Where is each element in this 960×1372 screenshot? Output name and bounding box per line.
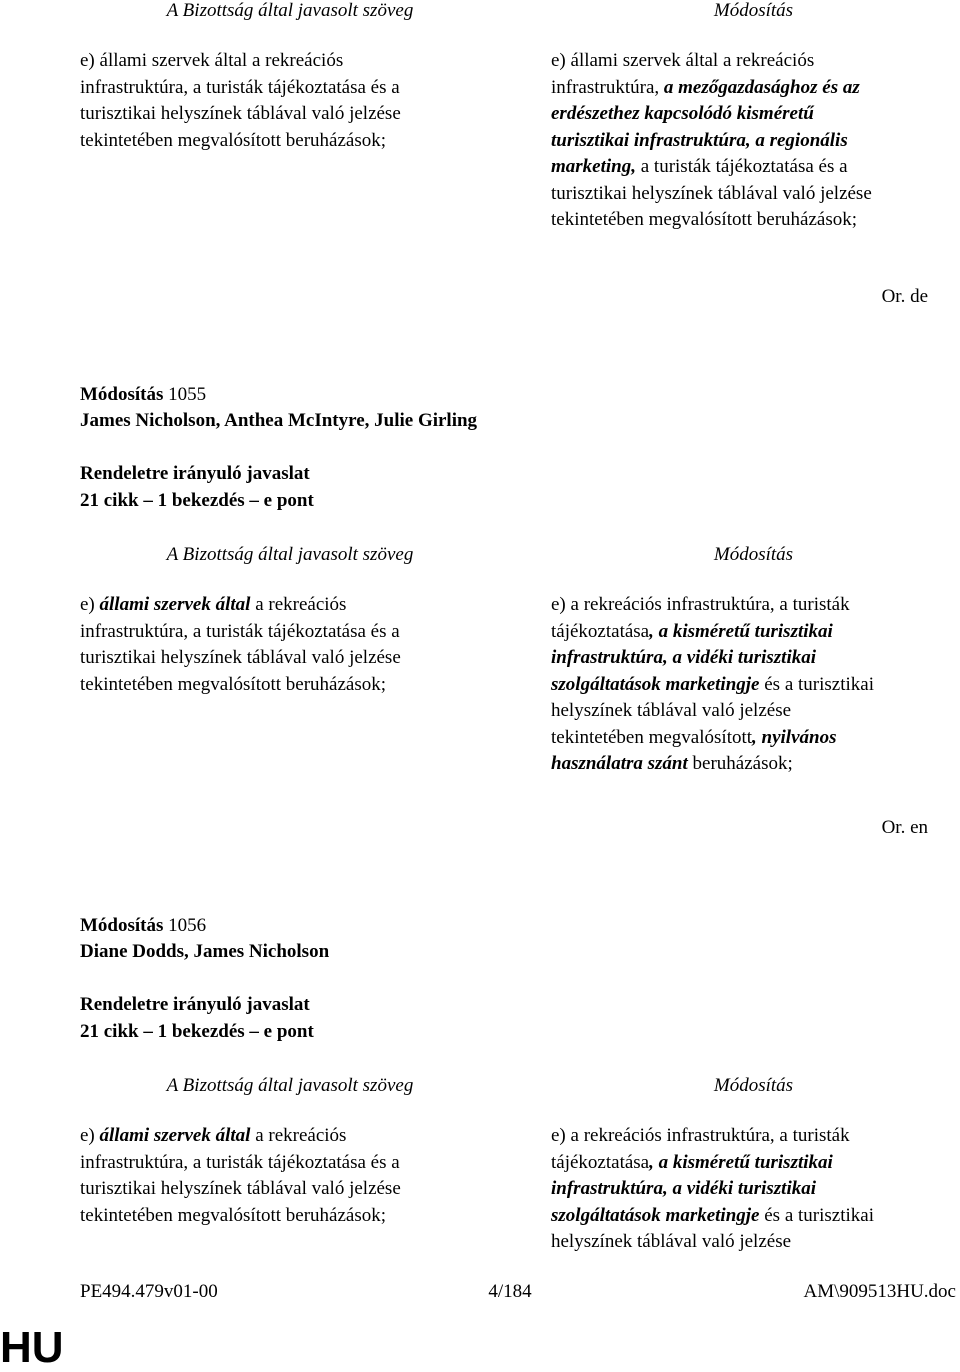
text-line xyxy=(80,592,500,619)
text-run: e) xyxy=(80,594,100,615)
text-run: turisztikai helyszínek táblával való jelzése xyxy=(551,182,872,204)
text-line xyxy=(80,1123,500,1150)
text-line xyxy=(80,672,500,699)
text-run: tekintetében megvalósított beruházások; xyxy=(80,1204,387,1226)
text-run: és a turisztikai xyxy=(759,673,874,695)
text-line xyxy=(551,592,951,619)
text-line xyxy=(551,645,951,672)
text-run: infrastruktúra, a turisták tájékoztatása és a xyxy=(80,620,400,642)
text-run: turisztikai helyszínek táblával való jelzése xyxy=(80,1178,401,1199)
text-run: tekintetében megvalósított beruházások; xyxy=(80,673,387,695)
text-line xyxy=(80,645,500,672)
article-reference: 21 cikk – 1 bekezdés – e pont xyxy=(80,490,314,511)
text-line xyxy=(80,75,500,102)
left-column-heading: A Bizottság által javasolt szöveg xyxy=(166,544,414,565)
text-run: a rekreációs xyxy=(250,1125,347,1146)
text-line xyxy=(551,101,951,128)
right-column-heading: Módosítás xyxy=(713,0,794,21)
original-language-tag: Or. en xyxy=(881,817,928,838)
text-line xyxy=(551,1150,951,1177)
amendment-text-paragraph xyxy=(551,48,951,234)
text-line xyxy=(551,181,951,208)
commission-text-paragraph xyxy=(80,1123,500,1229)
text-line xyxy=(551,207,951,234)
text-line xyxy=(551,751,951,778)
text-run: a turisták tájékoztatása és a xyxy=(635,156,848,177)
text-line xyxy=(551,1203,951,1230)
text-run: e) állami szervek által a rekreációs xyxy=(551,50,815,71)
text-line xyxy=(551,725,951,752)
language-code: HU xyxy=(0,1323,64,1372)
emphasized-text-run: állami szervek által xyxy=(99,1125,251,1146)
text-run: tájékoztatása xyxy=(551,620,650,642)
emphasized-text-run: szolgáltatások marketingje xyxy=(551,673,760,695)
commission-text-paragraph xyxy=(80,48,500,154)
text-line xyxy=(80,128,500,155)
text-run: e) állami szervek által a rekreációs xyxy=(80,50,344,71)
text-line xyxy=(80,101,500,128)
text-line xyxy=(551,1123,951,1150)
left-column-heading: A Bizottság által javasolt szöveg xyxy=(166,0,414,21)
text-run: turisztikai helyszínek táblával való jelzése xyxy=(80,103,401,124)
text-run: és a turisztikai xyxy=(759,1204,874,1226)
text-run: infrastruktúra, a turisták tájékoztatása és a xyxy=(80,1151,400,1173)
emphasized-text-run: turisztikai infrastruktúra, a regionális xyxy=(551,129,848,151)
amendment-number-heading: Módosítás 1055 xyxy=(80,384,207,405)
original-language-tag: Or. de xyxy=(881,286,928,307)
text-run: e) a rekreációs infrastruktúra, a turisták xyxy=(551,594,850,615)
text-run: e) xyxy=(80,1125,100,1146)
article-reference: 21 cikk – 1 bekezdés – e pont xyxy=(80,1021,314,1042)
emphasized-text-run: állami szervek által xyxy=(99,594,251,615)
text-line xyxy=(551,75,951,102)
emphasized-text-run: a mezőgazdasághoz és az xyxy=(663,76,860,98)
text-run: tájékoztatása xyxy=(551,1151,650,1173)
right-column-heading: Módosítás xyxy=(713,1075,794,1096)
text-run: tekintetében megvalósított beruházások; xyxy=(80,129,387,151)
text-run: beruházások; xyxy=(687,753,793,774)
footer-page-number: 4/184 xyxy=(488,1281,532,1302)
amendment-number-heading: Módosítás 1056 xyxy=(80,915,207,936)
text-line xyxy=(551,48,951,75)
emphasized-text-run: , a kisméretű turisztikai xyxy=(649,620,833,642)
footer-file-name: AM\909513HU.doc xyxy=(803,1281,956,1302)
text-line xyxy=(80,1203,500,1230)
text-run: tekintetében megvalósított xyxy=(551,726,753,748)
text-line xyxy=(551,698,951,725)
emphasized-text-run: erdészethez kapcsolódó kisméretű xyxy=(551,103,814,124)
text-line xyxy=(551,1229,951,1256)
text-run: infrastruktúra, xyxy=(551,76,664,98)
text-line xyxy=(80,619,500,646)
emphasized-text-run: infrastruktúra, a vidéki turisztikai xyxy=(551,1178,817,1199)
text-line xyxy=(80,1150,500,1177)
text-line xyxy=(551,154,951,181)
text-run: tekintetében megvalósított beruházások; xyxy=(551,209,858,230)
text-run: infrastruktúra, a turisták tájékoztatása és a xyxy=(80,76,400,98)
emphasized-text-run: használatra szánt xyxy=(551,753,688,774)
text-line xyxy=(551,672,951,699)
text-run: helyszínek táblával való jelzése xyxy=(551,700,792,721)
text-line xyxy=(551,1176,951,1203)
emphasized-text-run: marketing, xyxy=(551,156,636,177)
right-column-heading: Módosítás xyxy=(713,544,794,565)
proposal-title: Rendeletre irányuló javaslat xyxy=(80,463,310,484)
left-column-heading: A Bizottság által javasolt szöveg xyxy=(166,1075,414,1096)
text-line xyxy=(80,1176,500,1203)
emphasized-text-run: , a kisméretű turisztikai xyxy=(649,1151,833,1173)
amendment-authors: Diane Dodds, James Nicholson xyxy=(80,941,330,962)
emphasized-text-run: , nyilvános xyxy=(752,726,837,748)
amendment-text-paragraph xyxy=(551,1123,951,1256)
text-run: a rekreációs xyxy=(250,594,347,615)
text-run: helyszínek táblával való jelzése xyxy=(551,1231,792,1252)
commission-text-paragraph xyxy=(80,592,500,698)
text-run: e) a rekreációs infrastruktúra, a turisták xyxy=(551,1125,850,1146)
footer-doc-reference: PE494.479v01-00 xyxy=(80,1281,218,1302)
amendment-authors: James Nicholson, Anthea McIntyre, Julie Girling xyxy=(80,410,478,431)
text-line xyxy=(551,619,951,646)
text-run: turisztikai helyszínek táblával való jelzése xyxy=(80,647,401,668)
emphasized-text-run: infrastruktúra, a vidéki turisztikai xyxy=(551,647,817,668)
proposal-title: Rendeletre irányuló javaslat xyxy=(80,994,310,1015)
amendment-text-paragraph xyxy=(551,592,951,778)
emphasized-text-run: szolgáltatások marketingje xyxy=(551,1204,760,1226)
text-line xyxy=(551,128,951,155)
text-line xyxy=(80,48,500,75)
